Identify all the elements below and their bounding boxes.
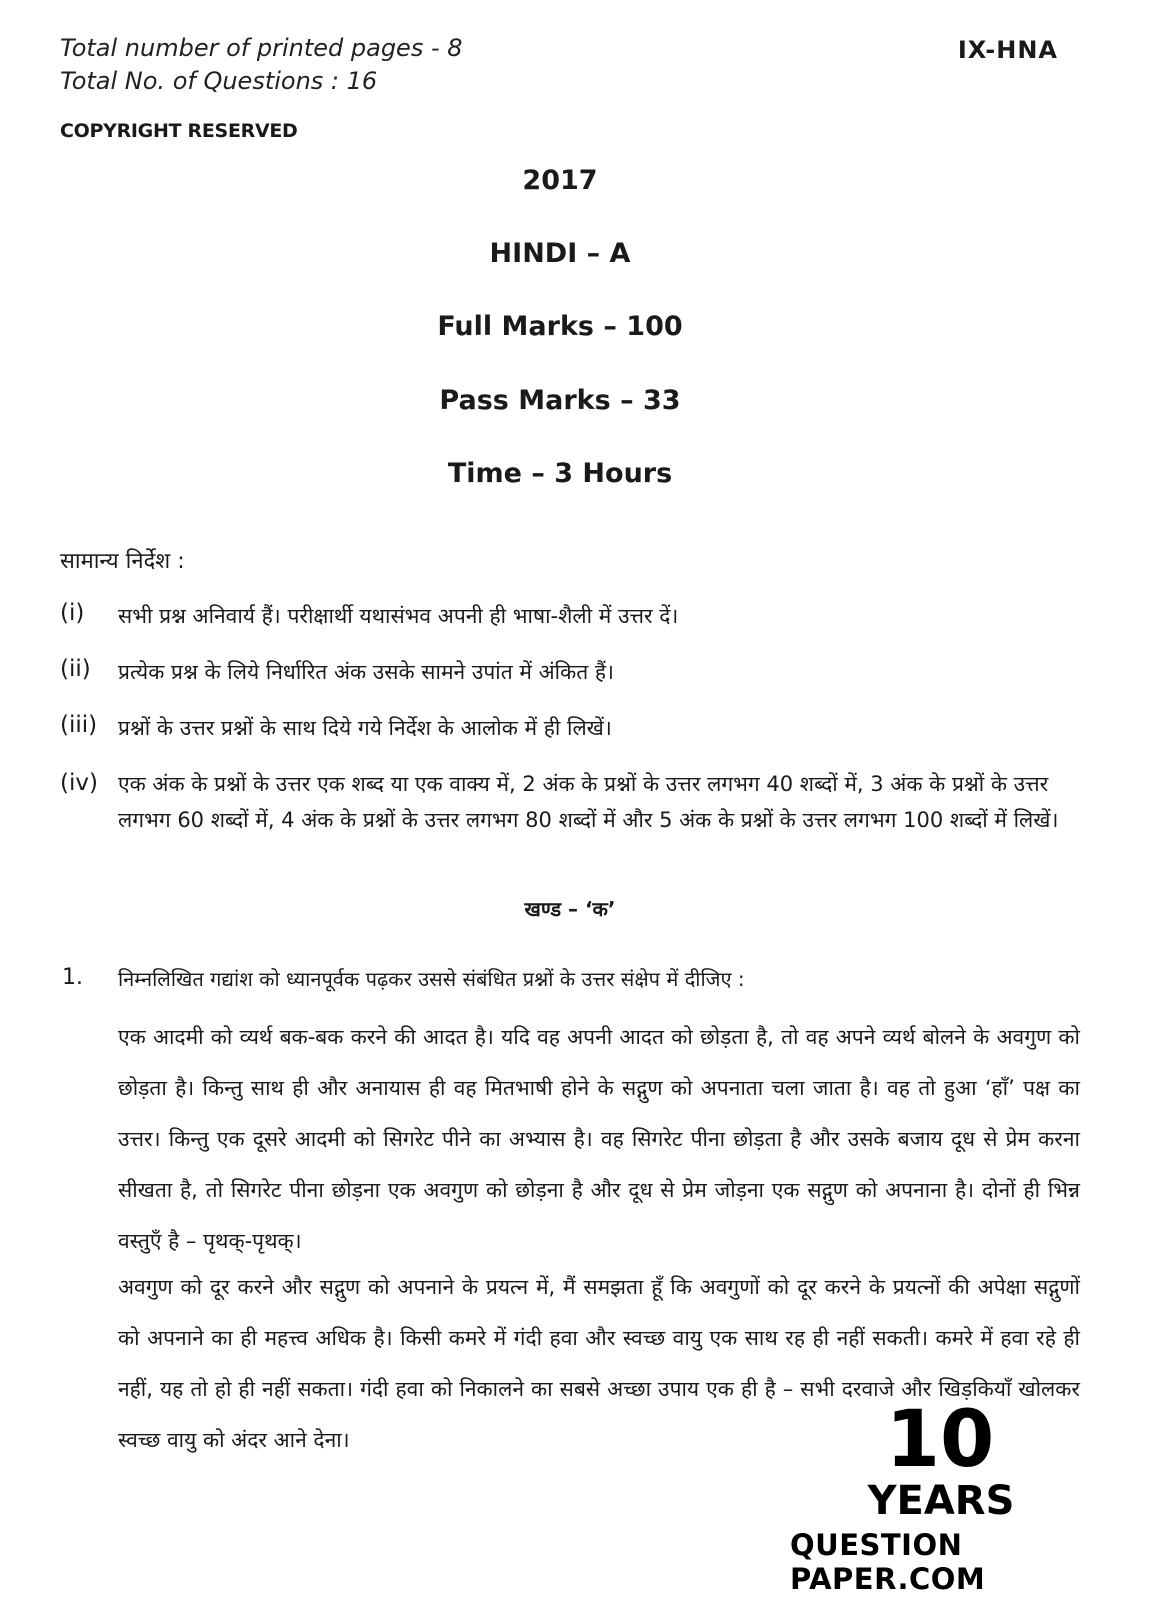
instruction-text: प्रश्नों के उत्तर प्रश्नों के साथ दिये गये निर्देश के आलोक में ही लिखें।	[118, 716, 612, 740]
exam-subject: HINDI – A	[489, 238, 631, 269]
instruction-number: (i)	[60, 600, 85, 626]
printed-pages-info: Total number of printed pages - 8	[60, 34, 463, 62]
instructions-heading: सामान्य निर्देश :	[60, 549, 185, 574]
total-questions-info: Total No. of Questions : 16	[60, 67, 378, 95]
watermark-number: 10	[885, 1395, 995, 1485]
copyright-notice: COPYRIGHT RESERVED	[60, 120, 298, 142]
pass-marks: Pass Marks – 33	[439, 385, 681, 416]
instruction-number: (iv)	[60, 770, 98, 796]
passage-paragraph: अवगुण को दूर करने और सद्गुण को अपनाने के प्रयत्न में, मैं समझता हूँ कि अवगुणों को दूर करने के प्रयत्नों की अपेक्षा सद्गुणों को अपनाने का ही महत्त्व अधिक है। किसी कमरे में गंदी हवा और स्वच्छ वायु एक साथ रह ही नहीं सकती। कमरे में हवा रहे ही नहीं, यह तो हो ही नहीं सकता। गंदी हवा को निकालने का सबसे अच्छा उपाय एक ही है – सभी दरवाजे और खिड़कियाँ खोलकर स्वच्छ वायु को अंदर आने देना।	[118, 1275, 1080, 1452]
paper-code: IX-HNA	[957, 36, 1058, 64]
question-number: 1.	[62, 965, 83, 990]
instruction-number: (ii)	[60, 656, 91, 682]
watermark-years: YEARS	[867, 1478, 1015, 1524]
full-marks: Full Marks – 100	[437, 311, 683, 342]
question-prompt: निम्नलिखित गद्यांश को ध्यानपूर्वक पढ़कर उससे संबंधित प्रश्नों के उत्तर संक्षेप में दीजिए :	[118, 967, 745, 991]
exam-year: 2017	[522, 165, 598, 196]
exam-time: Time – 3 Hours	[447, 458, 673, 489]
passage-paragraph: एक आदमी को व्यर्थ बक-बक करने की आदत है। यदि वह अपनी आदत को छोड़ता है, तो वह अपने व्यर्थ बोलने के अवगुण को छोड़ता है। किन्तु साथ ही और अनायास ही वह मितभाषी होने के सद्गुण को अपनाता चला जाता है। वह तो हुआ ‘हाँ’ पक्ष का उत्तर। किन्तु एक दूसरे आदमी को सिगरेट पीने का अभ्यास है। वह सिगरेट पीना छोड़ता है और उसके बजाय दूध से प्रेम करना सीखता है, तो सिगरेट पीना छोड़ना एक अवगुण को छोड़ना है और दूध से प्रेम जोड़ना एक सद्गुण को अपनाना है। दोनों ही भिन्न वस्तुएँ है – पृथक्-पृथक्।	[118, 1025, 1080, 1253]
instruction-number: (iii)	[60, 712, 98, 738]
watermark-site: QUESTION PAPER.COM	[790, 1528, 986, 1596]
instruction-text: एक अंक के प्रश्नों के उत्तर एक शब्द या एक वाक्य में, 2 अंक के प्रश्नों के उत्तर लगभग 40 शब्दों में, 3 अंक के प्रश्नों के उत्तर लगभग 60 शब्दों में, 4 अंक के प्रश्नों के उत्तर लगभग 80 शब्दों में और 5 अंक के प्रश्नों के उत्तर लगभग 100 शब्दों में लिखें।	[118, 772, 1059, 832]
section-title: खण्ड – ‘क’	[524, 897, 616, 921]
instruction-text: प्रत्येक प्रश्न के लिये निर्धारित अंक उसके सामने उपांत में अंकित हैं।	[118, 660, 614, 684]
instruction-text: सभी प्रश्न अनिवार्य हैं। परीक्षार्थी यथासंभव अपनी ही भाषा-शैली में उत्तर दें।	[118, 604, 679, 628]
